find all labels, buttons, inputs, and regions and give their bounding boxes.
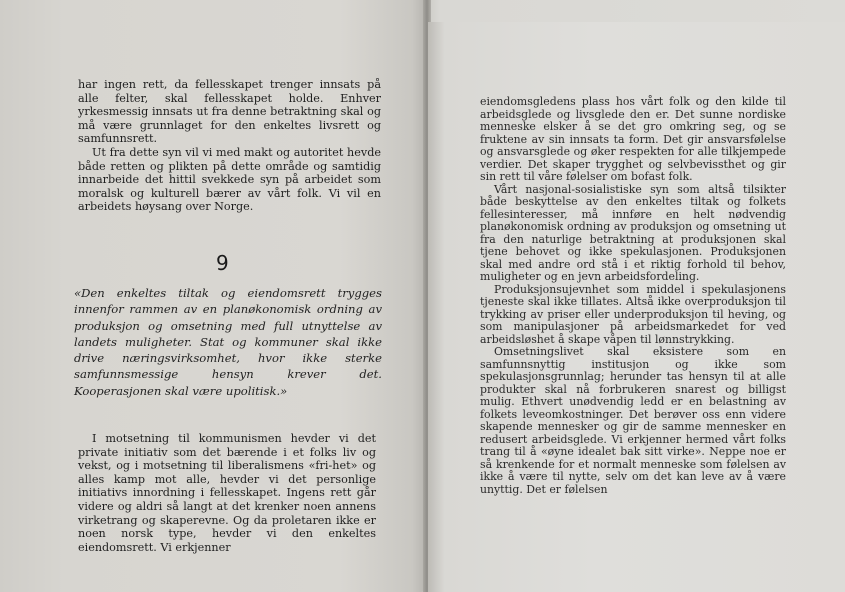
left-top-text	[78, 78, 381, 214]
right-paragraph-1: eiendomsgledens plass hos vårt folk og den kilde til arbeidsglede og livsglede den er. Det sunne nordiske menneske elsker å se det gro omkring seg, og se fruktene av sin innsats ta form. Det gir ansvarsfølelse og ansvarsglede og øker respekten for alle tilkjempede verdier. Det skaper trygghet og selvbevissthet og gir sin rett til våre følelser om bofast folk.	[480, 95, 786, 183]
left-paragraph-3: I motsetning til kommunismen hevder vi det private initiativ som det bærende i et folks liv og vekst, og i motsetning til liberalismens «fri-het» og alles kamp mot alle, hevder vi det personlige initiativs innordning i fellesskapet. Ingens rett går videre og aldri så langt at det krenker noen annens virketrang og skaperevne. Og da proletaren ikke er noen norsk type, hevder vi den enkeltes eiendomsrett. Vi erkjenner	[78, 432, 376, 554]
right-paragraph-4: Omsetningslivet skal eksistere som en samfunnsnyttig institusjon og ikke som spekulasjonsgrunnlag; herunder tas hensyn til at alle produkter skal nå forbrukeren snarest og billigst mulig. Ethvert unødvendig ledd er en belastning av folkets leveomkostninger. Det berøver oss enn videre skapende mennesker og gir de samme mennesker en redusert arbeidsglede. Vi erkjenner hermed vårt folks trang til å «øyne idealet bak sitt virke». Neppe noe er så krenkende for et normalt menneske som følelsen av ikke å være til nytte, selv om det kan leve av å være unyttig. Det er følelsen	[480, 345, 786, 496]
left-paragraph-1: har ingen rett, da fellesskapet trenger innsats på alle felter, skal fellesskapet holde. Enhver yrkesmessig innsats ut fra denne betraktning skal og må være grunnlaget for den enkeltes livsrett og samfunnsrett.	[78, 78, 381, 146]
right-paragraph-2: Vårt nasjonal-sosialistiske syn som altså tilsikter både beskyttelse av den enkeltes tiltak og folkets fellesinteresser, må innføre en helt nødvendig planøkonomisk ordning av produksjon og omsetning ut fra den naturlige betraktning at produksjonen skal tjene behovet og ikke spekulasjonen. Produksjonen skal med andre ord stå i et riktig forhold til behov, muligheter og en jevn arbeidsfordeling.	[480, 182, 786, 283]
right-text	[480, 96, 786, 496]
right-paragraph-3: Produksjonsujevnhet som middel i spekulasjonens tjeneste skal ikke tillates. Altså ikke overproduksjon til trykking av priser eller underproduksjon til heving, og som manipulasjoner på arbeidsmarkedet for ved arbeidsløshet å skape våpen til lønnstrykking.	[480, 282, 786, 346]
left-paragraph-2: Ut fra dette syn vil vi med makt og autoritet hevde både retten og plikten på dette område og samtidig innarbeide det hittil svekkede syn på arbeidet som moralsk og kulturell bærer av vårt folk. Vi vil en arbeidets høysang over Norge.	[78, 145, 381, 214]
program-quote: «Den enkeltes tiltak og eiendomsrett trygges innenfor rammen av en planøkonomisk ordning av produksjon og omsetning med full utnyttelse av landets muligheter. Stat og kommuner skal ikke drive næringsvirksomhet, hvor ikke sterke samfunnsmessige hensyn krever det. Kooperasjonen skal være upolitisk.»	[74, 286, 382, 398]
section-number: 9	[216, 251, 229, 275]
left-bottom-text	[78, 432, 376, 554]
